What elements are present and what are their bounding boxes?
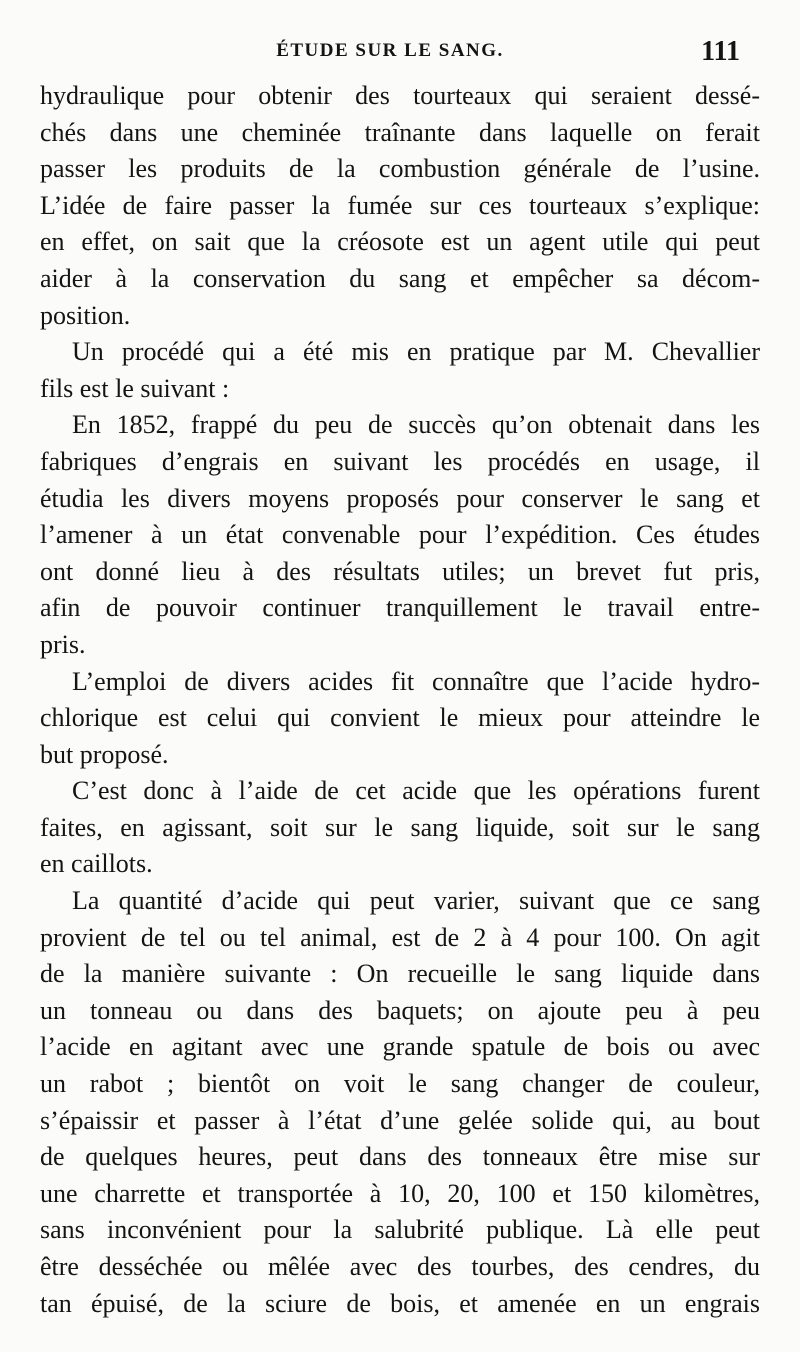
text-line: étudia les divers moyens proposés pour conserver le sang et [40,483,760,513]
paragraph [40,883,760,1322]
text-line: fabriques d’engrais en suivant les procédés en usage, il [40,446,760,476]
paragraph [40,664,760,774]
text-line: L’idée de faire passer la fumée sur ces tourteaux s’explique: [40,190,760,220]
text-line: chés dans une cheminée traînante dans laquelle on ferait [40,117,760,147]
text-line: Un procédé qui a été mis en pratique par M. Chevallier [72,337,760,367]
paragraph [40,773,760,883]
text-line: faites, en agissant, soit sur le sang liquide, soit sur le sang [40,812,760,842]
paragraph [40,334,760,407]
paragraph [40,78,760,334]
text-line: position. [40,300,131,330]
text-line: chlorique est celui qui convient le mieux pour atteindre le [40,703,760,733]
text-line: en effet, on sait que la créosote est un agent utile qui peut [40,227,760,257]
body-text [40,78,760,1322]
text-line: C’est donc à l’aide de cet acide que les opérations furent [72,776,760,806]
text-line: l’acide en agitant avec une grande spatule de bois ou avec [40,1032,760,1062]
text-line: afin de pouvoir continuer tranquillement le travail entre- [40,593,760,623]
text-line: La quantité d’acide qui peut varier, suivant que ce sang [72,886,760,916]
text-line: passer les produits de la combustion générale de l’usine. [40,154,760,184]
text-line: s’épaissir et passer à l’état d’une gelée solide qui, au bout [40,1105,760,1135]
text-line: ont donné lieu à des résultats utiles; un brevet fut pris, [40,556,760,586]
text-line: sans inconvénient pour la salubrité publique. Là elle peut [40,1215,760,1245]
text-line: de la manière suivante : On recueille le sang liquide dans [40,959,760,989]
text-line: aider à la conservation du sang et empêcher sa décom- [40,263,760,293]
text-line: fils est le suivant : [40,373,230,403]
paragraph [40,407,760,663]
text-line: de quelques heures, peut dans des tonneaux être mise sur [40,1142,760,1172]
text-line: but proposé. [40,739,169,769]
text-line: l’amener à un état convenable pour l’expédition. Ces études [40,520,760,550]
running-title: ÉTUDE SUR LE SANG. [276,40,504,61]
page-number: 111 [701,36,740,67]
text-line: une charrette et transportée à 10, 20, 100 et 150 kilomètres, [40,1178,760,1208]
text-line: pris. [40,629,86,659]
text-line: un tonneau ou dans des baquets; on ajoute peu à peu [40,995,760,1025]
text-line: hydraulique pour obtenir des tourteaux qui seraient dessé- [40,81,760,110]
text-line: être desséchée ou mêlée avec des tourbes, des cendres, du [40,1252,760,1281]
text-line: tan épuisé, de la sciure de bois, et amenée en un engrais [40,1288,760,1318]
text-line: L’emploi de divers acides fit connaître que l’acide hydro- [72,666,760,696]
text-line: En 1852, frappé du peu de succès qu’on obtenait dans les [72,410,760,440]
page-header [40,36,740,76]
text-line: en caillots. [40,849,153,879]
text-line: provient de tel ou tel animal, est de 2 à 4 pour 100. On agit [40,922,760,952]
text-line: un rabot ; bientôt on voit le sang changer de couleur, [40,1069,760,1099]
